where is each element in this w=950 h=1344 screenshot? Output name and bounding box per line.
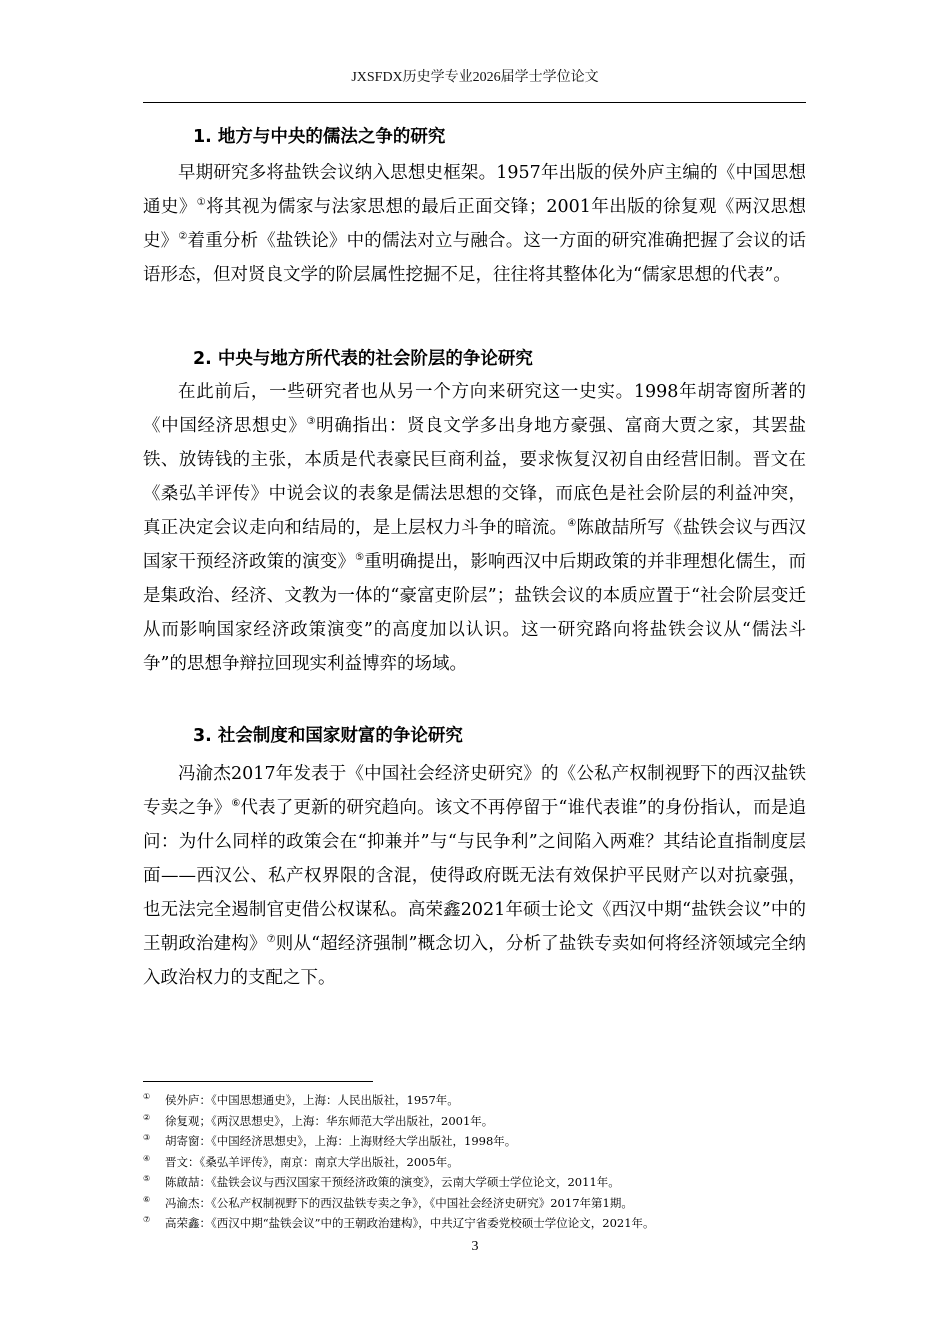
footnote-text: 晋文：《桑弘羊评传》，南京：南京大学出版社，2005年。: [165, 1154, 459, 1169]
footnote-3: ③ 胡寄窗：《中国经济思想史》，上海：上海财经大学出版社，1998年。: [143, 1133, 517, 1148]
footnote-ref-1: ①: [196, 197, 207, 209]
text-segment: 则从“超经济强制”概念切入，分析了盐铁专卖如何将经济领域完全纳入政治权力的支配之下。: [143, 934, 807, 988]
section-3-heading: 3. 社会制度和国家财富的争论研究: [193, 726, 463, 746]
footnote-ref-3: ③: [306, 416, 317, 428]
section-1-paragraph: [143, 156, 806, 292]
section-3-paragraph: [143, 757, 806, 995]
text-segment: 在此前后，一些研究者也从另一个方向来研究这一史实。1998年胡寄窗所著的《中国经济思想史》: [143, 382, 806, 436]
text-segment: 重明确提出，影响西汉中后期政策的并非理想化儒生，而是集政治、经济、文教为一体的“豪富吏阶层”；盐铁会议的本质应置于“社会阶层变迁从而影响国家经济政策演变”的高度加以认识。这一研究路向将盐铁会议从“儒法斗争”的思想争辩拉回现实利益博弈的场域。: [143, 552, 807, 674]
text-segment: 代表了更新的研究趋向。该文不再停留于“谁代表谁”的身份指认，而是追问：为什么同样的政策会在“抑兼并”与“与民争利”之间陷入两难？其结论直指制度层面——西汉公、私产权界限的含混，使得政府既无法有效保护平民财产以对抗豪强，也无法完全遏制官吏借公权谋私。高荣鑫2021年硕士论文《西汉中期“盐铁会议”中的王朝政治建构》: [143, 798, 807, 954]
text-segment: 陈啟喆所写《盐铁会议与西汉国家干预经济政策的演变》: [143, 518, 807, 572]
footnote-ref-6: ⑥: [231, 798, 241, 810]
section-1-heading: 1. 地方与中央的儒法之争的研究: [193, 127, 446, 147]
section-2-heading: 2. 中央与地方所代表的社会阶层的争论研究: [193, 349, 533, 369]
footnote-6: ⑥ 冯渝杰：《公私产权制视野下的西汉盐铁专卖之争》，《中国社会经济史研究》2017年第1期。: [143, 1194, 633, 1210]
footnote-text: 胡寄窗：《中国经济思想史》，上海：上海财经大学出版社，1998年。: [165, 1134, 517, 1148]
footnote-text: 陈啟喆：《盐铁会议与西汉国家干预经济政策的演变》，云南大学硕士学位论文，2011年。: [165, 1175, 620, 1189]
footnote-2: ② 徐复观；《两汉思想史》，上海：华东师范大学出版社，2001年。: [143, 1112, 494, 1128]
footnote-text: 徐复观；《两汉思想史》，上海：华东师范大学出版社，2001年。: [165, 1113, 494, 1128]
footnote-5: ⑤ 陈啟喆：《盐铁会议与西汉国家干预经济政策的演变》，云南大学硕士学位论文，2011年。: [143, 1174, 620, 1189]
footnote-text: 高荣鑫：《西汉中期“盐铁会议”中的王朝政治建构》，中共辽宁省委党校硕士学位论文，2021年。: [165, 1216, 655, 1230]
text-segment: 明确指出：贤良文学多出身地方豪强、富商大贾之家，其罢盐铁、放铸钱的主张，本质是代表豪民巨商利益，要求恢复汉初自由经营旧制。晋文在《桑弘羊评传》中说会议的表象是儒法思想的交锋，而底色是社会阶层的利益冲突，真正决定会议走向和结局的，是上层权力斗争的暗流。: [143, 416, 807, 538]
text-segment: 冯渝杰2017年发表于《中国社会经济史研究》的《公私产权制视野下的西汉盐铁专卖之争》: [143, 764, 806, 818]
footnote-ref-5: ⑤: [355, 552, 365, 564]
section-2-paragraph: [143, 375, 806, 681]
footnote-7: ⑦ 高荣鑫：《西汉中期“盐铁会议”中的王朝政治建构》，中共辽宁省委党校硕士学位论文，2021年。: [143, 1215, 655, 1230]
footnote-ref-7: ⑦: [266, 934, 276, 946]
footnote-1: ① 侯外庐：《中国思想通史》，上海：人民出版社，1957年。: [143, 1092, 459, 1107]
page-number: 3: [471, 1239, 479, 1254]
footnote-rule: [143, 1081, 373, 1082]
footnote-ref-2: ②: [178, 231, 188, 243]
footnotes: [143, 1090, 843, 1234]
page-header: JXSFDX历史学专业2026届学士学位论文: [351, 70, 599, 85]
header-rule: [143, 102, 806, 103]
text-segment: 早期研究多将盐铁会议纳入思想史框架。1957年出版的侯外庐主编的《中国思想通史》: [143, 163, 806, 217]
footnote-4: ④ 晋文：《桑弘羊评传》，南京：南京大学出版社，2005年。: [143, 1153, 459, 1169]
text-segment: 将其视为儒家与法家思想的最后正面交锋；2001年出版的徐复观《两汉思想史》: [143, 197, 807, 251]
text-segment: 着重分析《盐铁论》中的儒法对立与融合。这一方面的研究准确把握了会议的话语形态，但对贤良文学的阶层属性挖掘不足，往往将其整体化为“儒家思想的代表”。: [143, 231, 807, 285]
footnote-ref-4: ④: [567, 518, 577, 530]
footnote-text: 冯渝杰：《公私产权制视野下的西汉盐铁专卖之争》，《中国社会经济史研究》2017年第1期。: [165, 1195, 633, 1210]
footnote-text: 侯外庐：《中国思想通史》，上海：人民出版社，1957年。: [165, 1093, 459, 1107]
